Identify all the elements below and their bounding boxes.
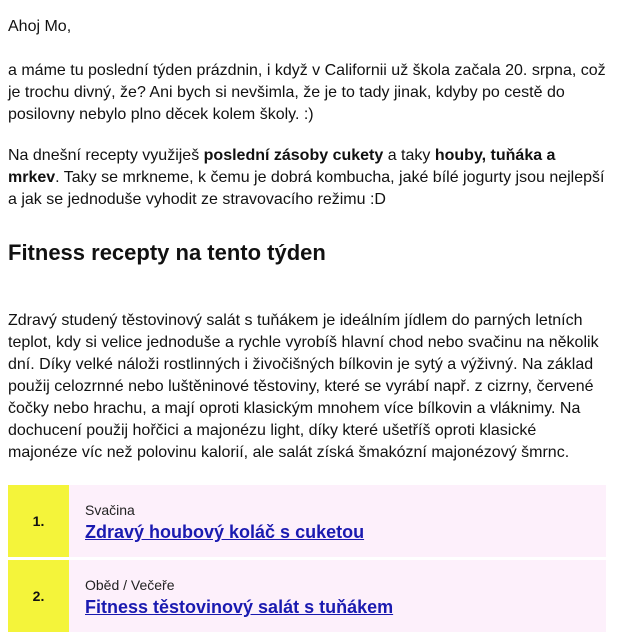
recipe-link[interactable]: Zdravý houbový koláč s cuketou: [85, 522, 365, 542]
intro-paragraph: a máme tu poslední týden prázdnin, i když v Californii už škola začala 20. srpna, což je trochu divný, že? Ani bych si nevšimla, že je to tady jinak, kdyby po cestě do posilovny nebylo plno děcek kolem školy. :): [8, 62, 606, 123]
recipe-category: Oběd / Večeře: [85, 577, 175, 593]
recipe-link[interactable]: Fitness těstovinový salát s tuňákem: [85, 597, 394, 617]
recipe-number: 1.: [8, 485, 69, 557]
recipe-card: [8, 560, 606, 635]
description-paragraph: Zdravý studený těstovinový salát s tuňákem je ideálním jídlem do parných letních teplot, kdy si velice jednoduše a rychle vyrobíš hlavní chod nebo svačinu na několik dní. Díky velké náloži rostlinných i živočišných bílkovin je sytý a výživný. Na základ použij celozrnné nebo luštěninové těstoviny, které se vyrábí např. z cizrny, červené čočky nebo hrachu, a mají oproti klasickým mnohem více bílkovin a vláknimy. Na dochucení použij hořčici a majonézu light, díky které ušetříš oproti klasické majonéze víc než polovinu kalorií, ale salát získá šmakózní majonézový šmrnc.: [8, 312, 599, 461]
text-segment: Na dnešní recepty využiješ: [8, 147, 204, 164]
bold-text: poslední zásoby cukety: [203, 147, 384, 164]
text-segment: a taky: [383, 147, 435, 164]
recipe-info: [69, 485, 606, 557]
recipe-number: 2.: [8, 560, 69, 632]
recipes-intro-paragraph: [8, 145, 608, 211]
recipe-card: [8, 485, 606, 560]
recipe-category: Svačina: [85, 502, 135, 518]
section-heading: Fitness recepty na tento týden: [8, 240, 326, 265]
recipe-info: [69, 560, 606, 632]
text-segment: . Taky se mrkneme, k čemu je dobrá kombucha, jaké bílé jogurty jsou nejlepší a jak se jednoduše vyhodit ze stravovacího režimu :D: [8, 169, 605, 208]
greeting: Ahoj Mo,: [8, 18, 72, 35]
bold-text: houby, tuňáka a mrkev: [8, 147, 556, 186]
recipe-list: [8, 485, 606, 635]
